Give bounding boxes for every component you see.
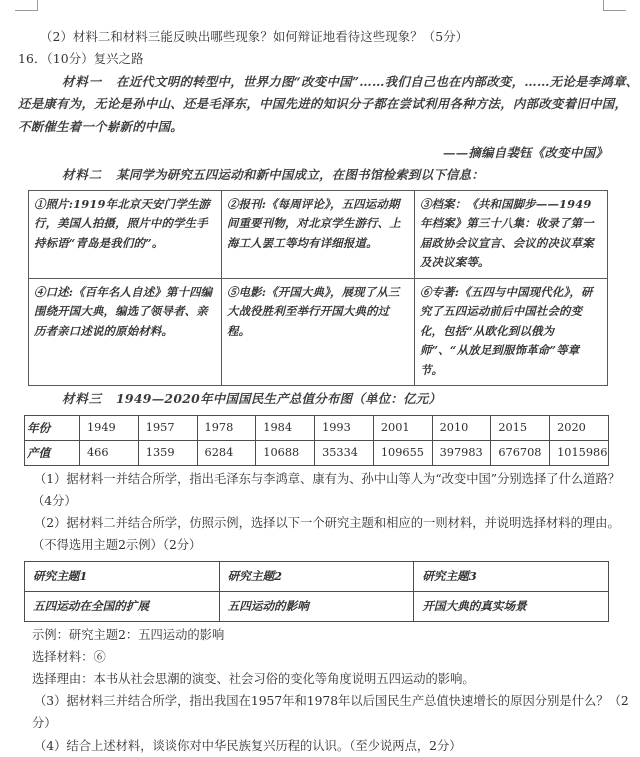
question-15-part-2: （2）材料二和材料三能反映出哪些现象？如何辩证地看待这些现象？（5分） [40,29,469,44]
sub-question-1-line-1: （1）据材料一并结合所学，指出毛泽东与李鸿章、康有为、孙中山等人为“改变中国”分别选择了什么道路？ [34,471,621,486]
question-16-header: 16．（10分）复兴之路 [18,51,144,67]
gdp-year-2001: 2001 [373,415,432,440]
gdp-year-2015: 2015 [491,415,550,440]
gdp-value-1984: 10688 [256,440,315,465]
table-row-values [25,440,609,465]
material-two-intro-text: 某同学为研究五四运动和新中国成立，在图书馆检索到以下信息： [116,167,485,183]
table-row [29,278,608,386]
material-three-title: 1949—2020年中国国民生产总值分布图（单位：亿元） [116,391,442,407]
material-one-label: 材料一 [62,73,103,89]
source-cell-3 [414,190,607,278]
material-one-attribution: ——摘编自裴钰《改变中国》 [443,145,608,161]
material-one-text-1: 在近代文明的转型中，世界力图“改变中国”……我们自己也在内部改变，……无论是李鸿章、 [116,73,639,89]
table-row-topic-values [25,591,609,621]
gdp-year-2020: 2020 [550,415,609,440]
gdp-year-1984: 1984 [256,415,315,440]
source-cell-1 [29,190,222,278]
gdp-value-1949: 466 [80,440,139,465]
gdp-row-header-year: 年份 [25,415,80,440]
material-three-label: 材料三 [62,391,103,407]
gdp-data-table [24,415,609,466]
research-topic-table [24,561,609,622]
source-cell-5-text: ⑤电影:《开国大典》，展现了从三大战役胜利至举行开国大典的过程。 [226,284,400,338]
sub-question-2-line-2: （不得选用主题2示例）（2分） [32,538,202,553]
sub-question-3-line-1: （3）据材料三并结合所学，指出我国在1957年和1978年以后国民生产总值快速增长的原因分别是什么？（2 [34,694,629,709]
topic-header-1: 研究主题1 [25,561,220,591]
gdp-value-2020: 1015986 [550,440,609,465]
sub-question-1-line-2: （4分） [32,493,77,508]
material-one-line-3: 不断催生着一个崭新的中国。 [18,118,183,134]
source-cell-2 [221,190,414,278]
topic-value-2: 五四运动的影响 [219,591,414,621]
source-cell-2-text: ②报刊:《每周评论》，五四运动期间重要刊物，对北京学生游行、上海工人罢工等均有详细报道。 [226,196,401,250]
gdp-year-2010: 2010 [432,415,491,440]
gdp-value-1993: 35334 [315,440,374,465]
source-cell-5 [221,278,414,386]
material-one-line-2: 还是康有为，无论是孙中山、还是毛泽东，中国先进的知识分子都在尝试利用各种方法，内部改变着旧中国， [18,96,628,112]
gdp-value-1978: 6284 [197,440,256,465]
sub-question-2-line-1: （2）据材料二并结合所学，仿照示例，选择以下一个研究主题和相应的一则材料，并说明选择材料的理由。 [34,516,620,531]
topic-header-3: 研究主题3 [414,561,609,591]
table-row-years [25,415,609,440]
source-cell-1-text: ①照片:1919年北京天安门学生游行，美国人拍摄，照片中的学生手持标语“青岛是我们的”。 [34,196,210,250]
material-two-intro-line [18,164,622,186]
gdp-row-header-output: 产值 [25,440,80,465]
gdp-value-1957: 1359 [138,440,197,465]
gdp-year-1993: 1993 [315,415,374,440]
material-one-line-1 [18,71,639,93]
topic-value-3: 开国大典的真实场景 [414,591,609,621]
source-cell-6 [414,278,607,386]
gdp-year-1949: 1949 [80,415,139,440]
sub-question-4-line-1: （4）结合上述材料，谈谈你对中华民族复兴历程的认识。（至少说两点，2分） [34,738,462,753]
gdp-year-1957: 1957 [138,415,197,440]
source-cell-4 [29,278,222,386]
example-line-1: 示例：研究主题2：五四运动的影响 [32,627,225,642]
gdp-year-1978: 1978 [197,415,256,440]
table-row [29,190,608,278]
example-line-3: 选择理由：本书从社会思潮的演变、社会习俗的变化等角度说明五四运动的影响。 [32,671,475,686]
table-row-topic-headers [25,561,609,591]
example-line-2: 选择材料：⑥ [32,649,106,664]
material-two-source-table [28,190,608,387]
gdp-value-2001: 109655 [373,440,432,465]
topic-value-1: 五四运动在全国的扩展 [25,591,220,621]
gdp-value-2010: 397983 [432,440,491,465]
source-cell-4-text: ④口述:《百年名人自述》第十四编围绕开国大典，编选了领导者、亲历者亲口述说的原始材料。 [34,284,213,338]
topic-header-2: 研究主题2 [219,561,414,591]
material-three-title-line [18,388,622,410]
material-two-label: 材料二 [62,167,103,183]
source-cell-3-text: ③档案：《共和国脚步——1949年档案》第三十八集：收录了第一届政协会议宣言、会议的决议草案及决议案等。 [419,196,594,270]
source-cell-6-text: ⑥专著:《五四与中国现代化》，研究了五四运动前后中国社会的变化，包括“从欧化到以俄为师”、“从放足到服饰革命”等章节。 [419,284,593,377]
sub-question-3-line-2: 分） [32,716,57,731]
gdp-value-2015: 676708 [491,440,550,465]
